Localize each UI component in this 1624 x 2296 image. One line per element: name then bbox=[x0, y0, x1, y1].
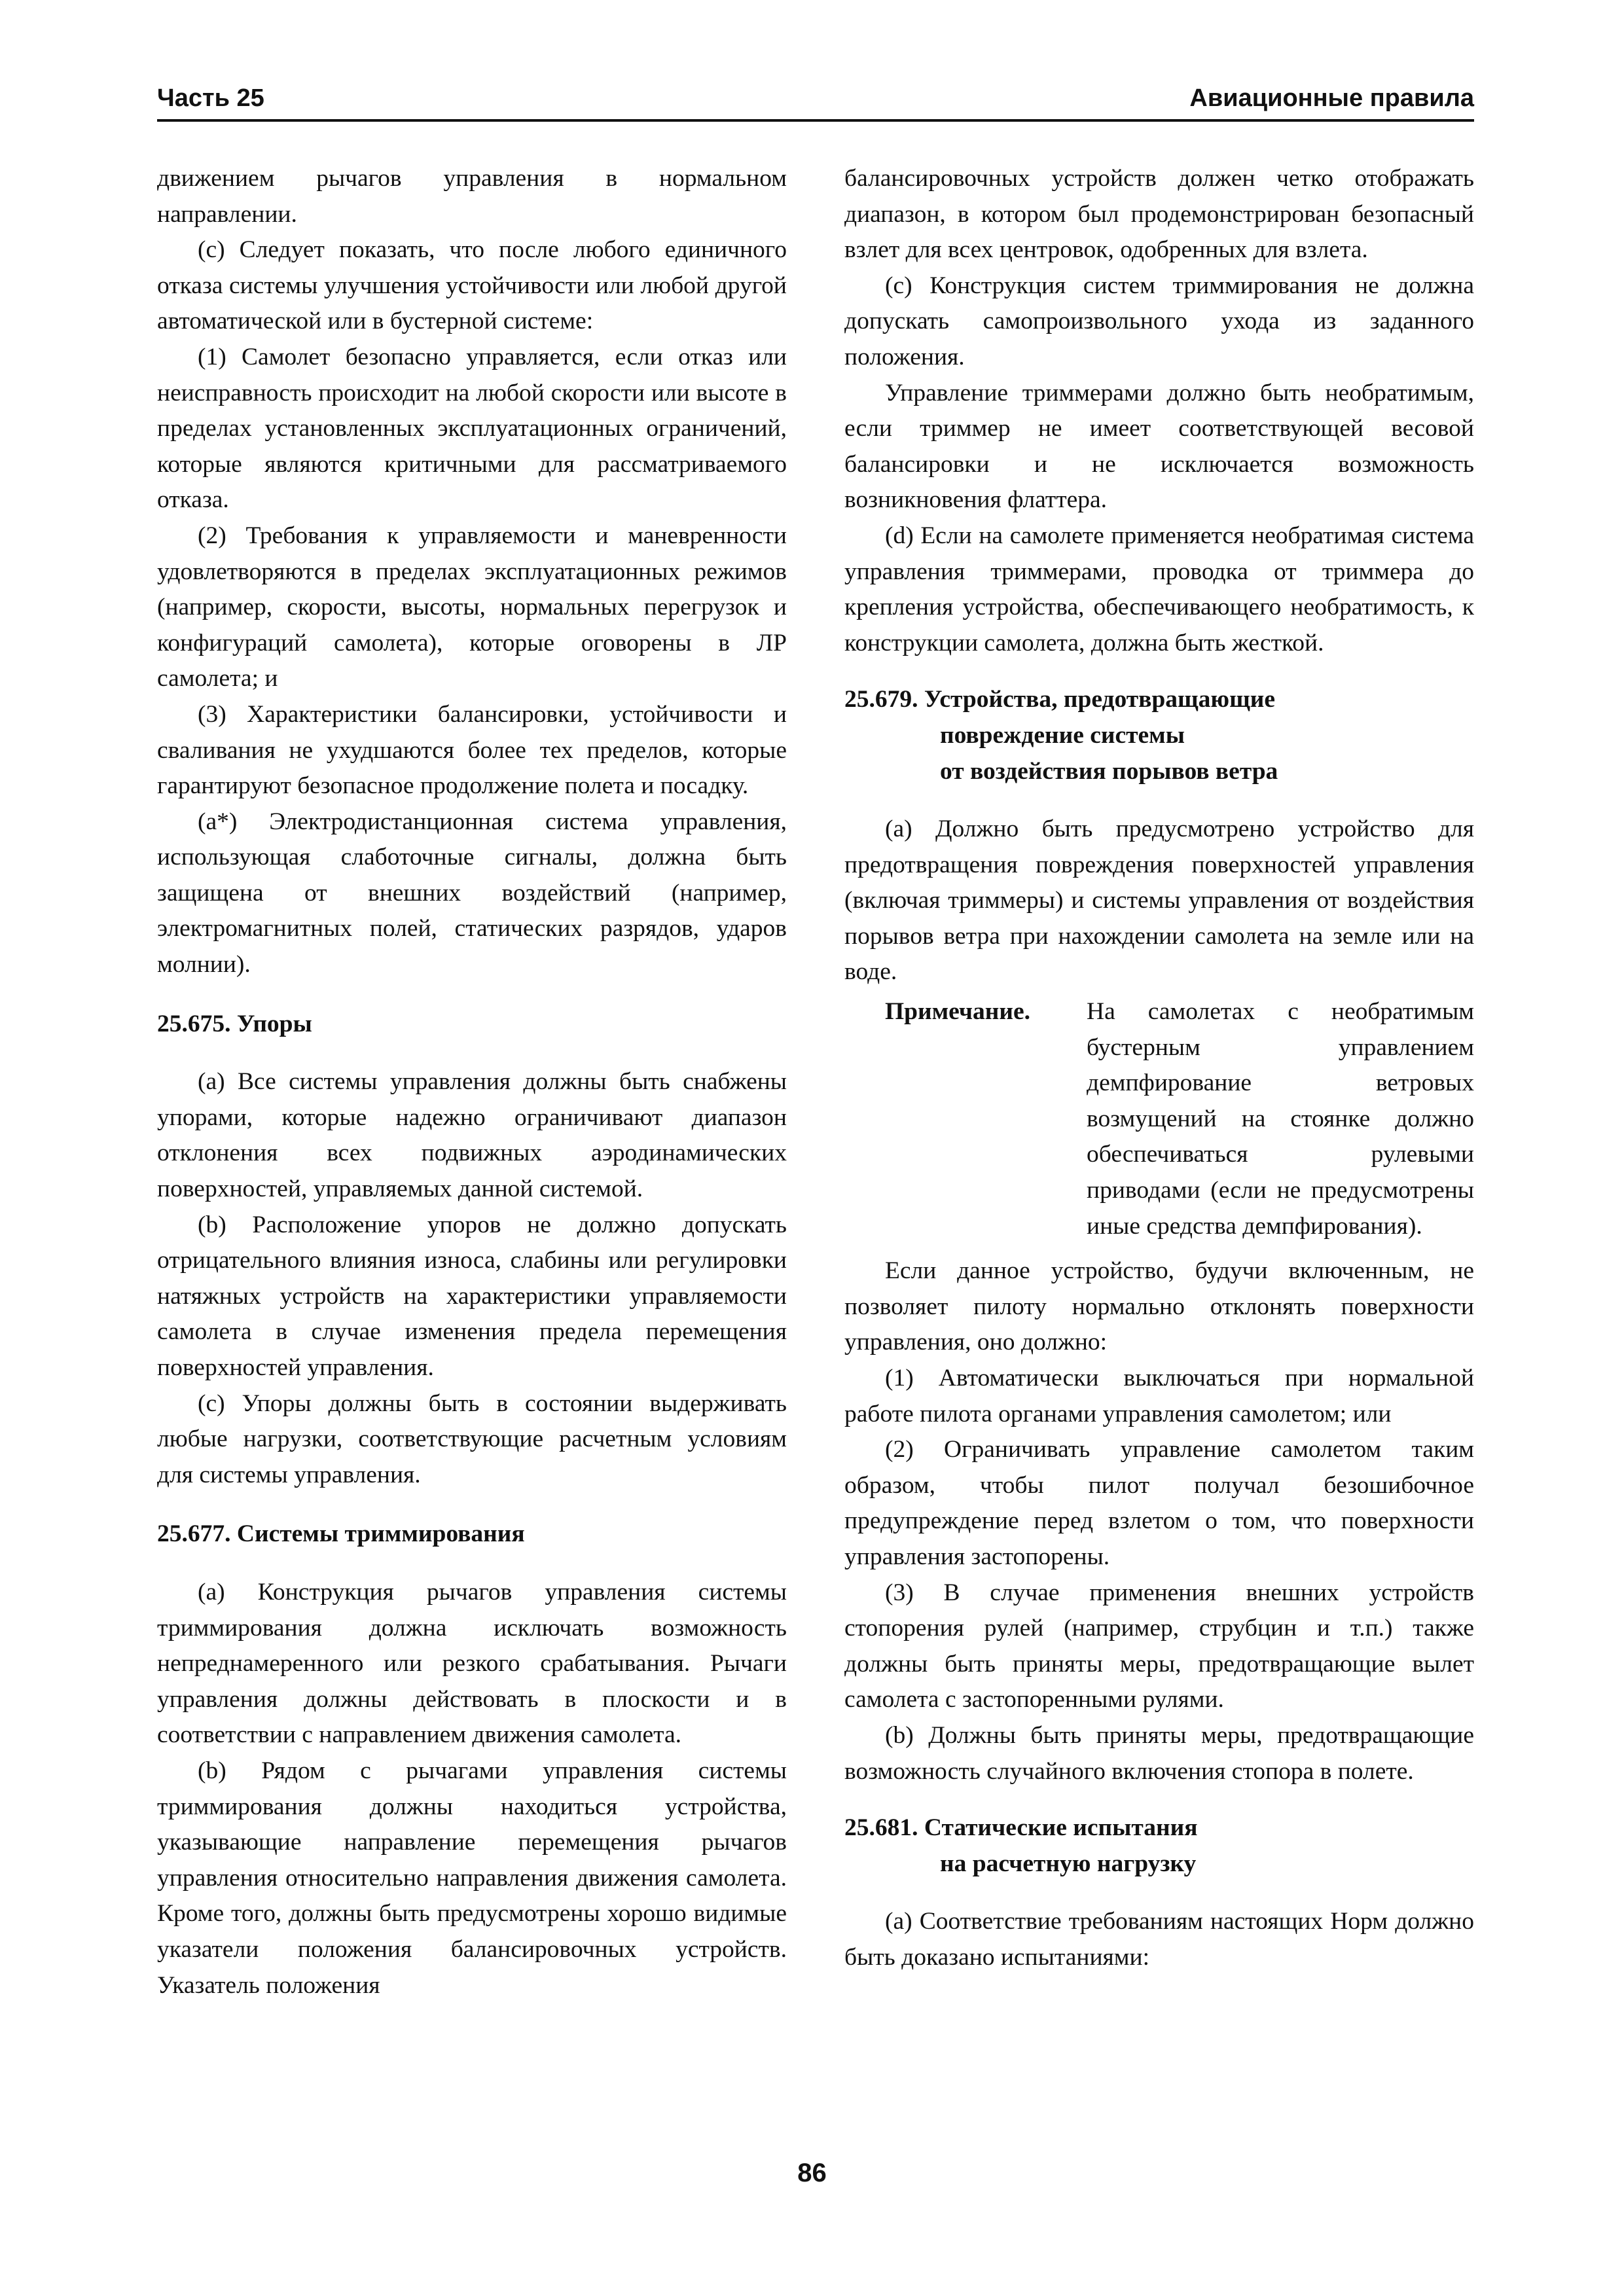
heading-line: на расчетную нагрузку bbox=[940, 1850, 1197, 1877]
paragraph: (d) Если на самолете применяется необратимая система управления триммерами, проводка от триммера до крепления устройства, обеспечивающего необратимость, к конструкции самолета, должна быть жесткой. bbox=[844, 522, 1474, 656]
paragraph: (а*) Электродистанционная система управления, использующая слаботочные сигналы, должна быть защищена от внешних воздействий (например, электромагнитных полей, статических разрядов, ударов молнии). bbox=[157, 808, 787, 978]
section-heading-25-675: 25.675. Упоры bbox=[157, 1010, 312, 1037]
paragraph: (a) Должно быть предусмотрено устройство для предотвращения повреждения поверхностей управления (включая триммеры) и системы управления от воздействия порывов ветра при нахождении самолета на земле или на воде. bbox=[844, 816, 1474, 986]
section-heading-25-679 bbox=[844, 682, 1474, 789]
paragraph: (3) В случае применения внешних устройств стопорения рулей (например, струбцин и т.п.) также должны быть приняты меры, предотвращающие вылет самолета с застопоренными рулями. bbox=[844, 1579, 1474, 1713]
paragraph: (a) Все системы управления должны быть снабжены упорами, которые надежно ограничивают диапазон отклонения всех подвижных аэродинамических поверхностей, управляемых данной системой. bbox=[157, 1068, 787, 1203]
heading-line: 25.679. Устройства, предотвращающие bbox=[844, 686, 1275, 713]
paragraph: (b) Рядом с рычагами управления системы триммирования должны находиться устройства, указывающие направление перемещения рычагов управления относительно направления движения самолета. Кроме того, должны быть предусмотрены хорошо видимые указатели положения балансировочных устройств. Указатель положения bbox=[157, 1757, 787, 1999]
left-column bbox=[157, 161, 787, 2003]
note-text: На самолетах с необратимым бустерным управлением демпфирование ветровых возмущений на стоянке должно обеспечиваться рулевыми приводами (если не предусмотрены иные средства демпфирования). bbox=[1087, 998, 1474, 1240]
paragraph: (1) Самолет безопасно управляется, если отказ или неисправность происходит на любой скорости или высоте в пределах установленных эксплуатационных ограничений, которые являются критичными для рассматриваемого отказа. bbox=[157, 343, 787, 514]
heading-line: 25.681. Статические испытания bbox=[844, 1814, 1198, 1842]
paragraph: (a) Соответствие требованиям настоящих Норм должно быть доказано испытаниями: bbox=[844, 1908, 1474, 1971]
heading-line: от воздействия порывов ветра bbox=[940, 757, 1278, 785]
paragraph: (b) Расположение упоров не должно допускать отрицательного влияния износа, слабины или регулировки натяжных устройств на характеристики управляемости самолета в случае изменения предела перемещения поверхностей управления. bbox=[157, 1211, 787, 1381]
heading-line: повреждение системы bbox=[940, 721, 1185, 749]
header-part-label: Часть 25 bbox=[157, 84, 264, 112]
section-heading-25-681 bbox=[844, 1810, 1474, 1882]
paragraph: (с) Упоры должны быть в состоянии выдерживать любые нагрузки, соответствующие расчетным условиям для системы управления. bbox=[157, 1390, 787, 1488]
note-block bbox=[844, 994, 1474, 1244]
section-heading-25-677: 25.677. Системы триммирования bbox=[157, 1520, 525, 1548]
running-header bbox=[157, 77, 1474, 122]
header-title: Авиационные правила bbox=[1189, 84, 1474, 112]
paragraph: (с) Конструкция систем триммирования не должна допускать самопроизвольного ухода из заданного положения. bbox=[844, 272, 1474, 370]
paragraph: (с) Следует показать, что после любого единичного отказа системы улучшения устойчивости или любой другой автоматической или в бустерной системе: bbox=[157, 236, 787, 335]
paragraph: Если данное устройство, будучи включенным, не позволяет пилоту нормально отклонять поверхности управления, оно должно: bbox=[844, 1257, 1474, 1356]
note-label: Примечание. bbox=[885, 998, 1031, 1026]
paragraph: движением рычагов управления в нормальном направлении. bbox=[157, 165, 787, 228]
page-number: 86 bbox=[797, 2159, 827, 2187]
paragraph: (1) Автоматически выключаться при нормальной работе пилота органами управления самолетом; или bbox=[844, 1365, 1474, 1427]
paragraph: балансировочных устройств должен четко отображать диапазон, в котором был продемонстрирован безопасный взлет для всех центровок, одобренных для взлета. bbox=[844, 165, 1474, 264]
paragraph: (3) Характеристики балансировки, устойчивости и сваливания не ухудшаются более тех пределов, которые гарантируют безопасное продолжение полета и посадку. bbox=[157, 700, 787, 800]
paragraph: (a) Конструкция рычагов управления системы триммирования должна исключать возможность непреднамеренного или резкого срабатывания. Рычаги управления должны действовать в плоскости и в соответствии с направлением движения самолета. bbox=[157, 1578, 787, 1749]
paragraph: (2) Требования к управляемости и маневренности удовлетворяются в пределах эксплуатационных режимов (например, скорости, высоты, нормальных перегрузок и конфигураций самолета), которые оговорены в ЛР самолета; и bbox=[157, 522, 787, 692]
paragraph: (2) Ограничивать управление самолетом таким образом, чтобы пилот получал безошибочное предупреждение перед взлетом о том, что поверхности управления застопорены. bbox=[844, 1436, 1474, 1570]
paragraph: (b) Должны быть приняты меры, предотвращающие возможность случайного включения стопора в полете. bbox=[844, 1721, 1474, 1785]
paragraph: Управление триммерами должно быть необратимым, если триммер не имеет соответствующей весовой балансировки и не исключается возможность возникновения флаттера. bbox=[844, 379, 1474, 514]
right-column bbox=[844, 161, 1474, 1976]
